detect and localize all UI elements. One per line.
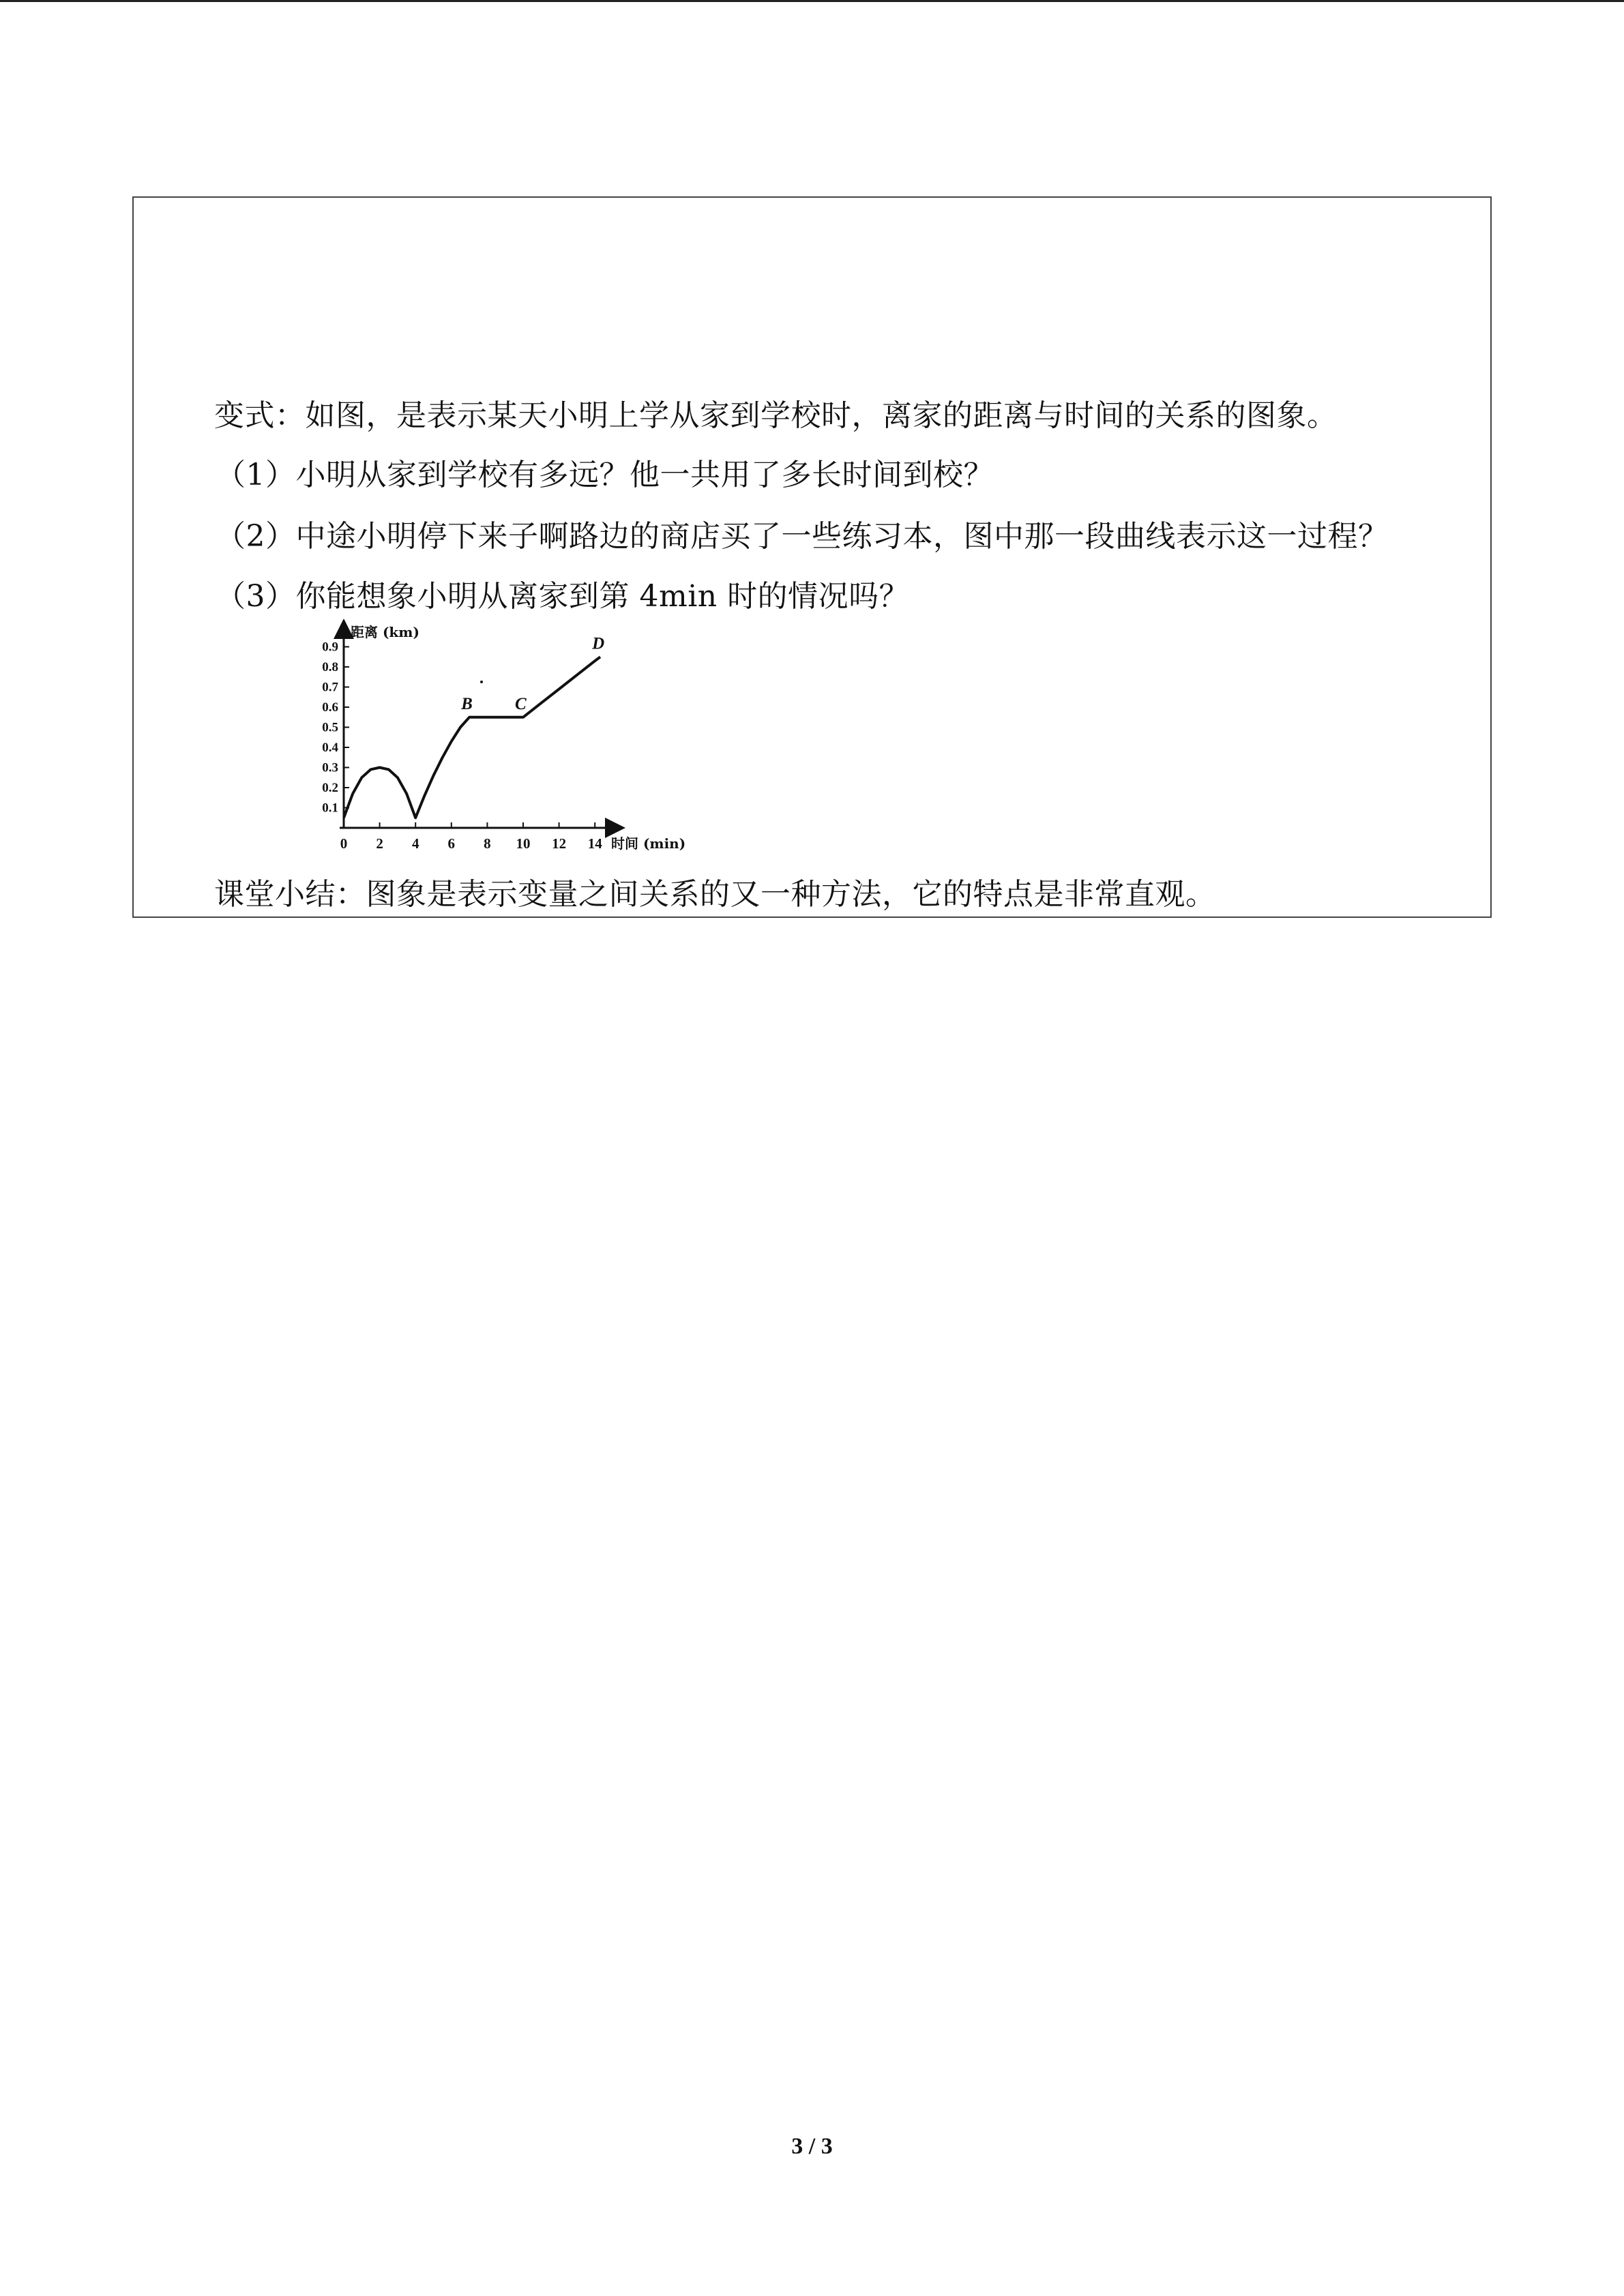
- summary-paragraph: 课堂小结：图象是表示变量之间关系的又一种方法，它的特点是非常直观。: [214, 877, 1216, 912]
- x-tick-label: 4: [411, 835, 419, 852]
- point-label-c: C: [515, 694, 527, 713]
- y-tick-label: 0.9: [322, 640, 338, 655]
- distance-series-line: [344, 657, 600, 818]
- y-tick-label: 0.3: [322, 760, 338, 775]
- distance-time-chart: [291, 619, 713, 858]
- y-tick-label: 0.2: [322, 781, 338, 795]
- question-1: （1）小明从家到学校有多远？他一共用了多长时间到校？: [216, 458, 994, 492]
- top-border-line: [0, 0, 1624, 2]
- x-axis-label: 时间 (min): [611, 835, 686, 852]
- y-axis-label: 距离 (km): [351, 624, 419, 640]
- x-tick-label: 14: [587, 835, 602, 852]
- y-tick-label: 0.1: [322, 801, 338, 816]
- y-tick-label: 0.7: [322, 680, 338, 695]
- x-tick-label: 2: [376, 835, 383, 852]
- x-tick-label: 8: [484, 835, 491, 852]
- variant-paragraph: 变式：如图，是表示某天小明上学从家到学校时，离家的距离与时间的关系的图象。: [214, 398, 1338, 433]
- y-tick-label: 0.5: [322, 720, 338, 735]
- question-3: （3）你能想象小明从离家到第 4min 时的情况吗？: [216, 579, 910, 614]
- stray-dot: [480, 681, 483, 683]
- y-tick-label: 0.6: [322, 700, 338, 715]
- y-tick-label: 0.8: [322, 660, 338, 674]
- point-label-d: D: [592, 634, 605, 653]
- y-tick-label: 0.4: [322, 741, 338, 755]
- x-tick-label: 12: [552, 835, 567, 852]
- page-number: 3 / 3: [791, 2134, 833, 2159]
- x-tick-label: 0: [340, 835, 348, 852]
- question-2: （2）中途小明停下来子啊路边的商店买了一些练习本，图中那一段曲线表示这一过程？: [216, 519, 1389, 554]
- x-tick-label: 10: [516, 835, 531, 852]
- x-tick-label: 6: [447, 835, 456, 852]
- point-label-b: B: [461, 694, 473, 713]
